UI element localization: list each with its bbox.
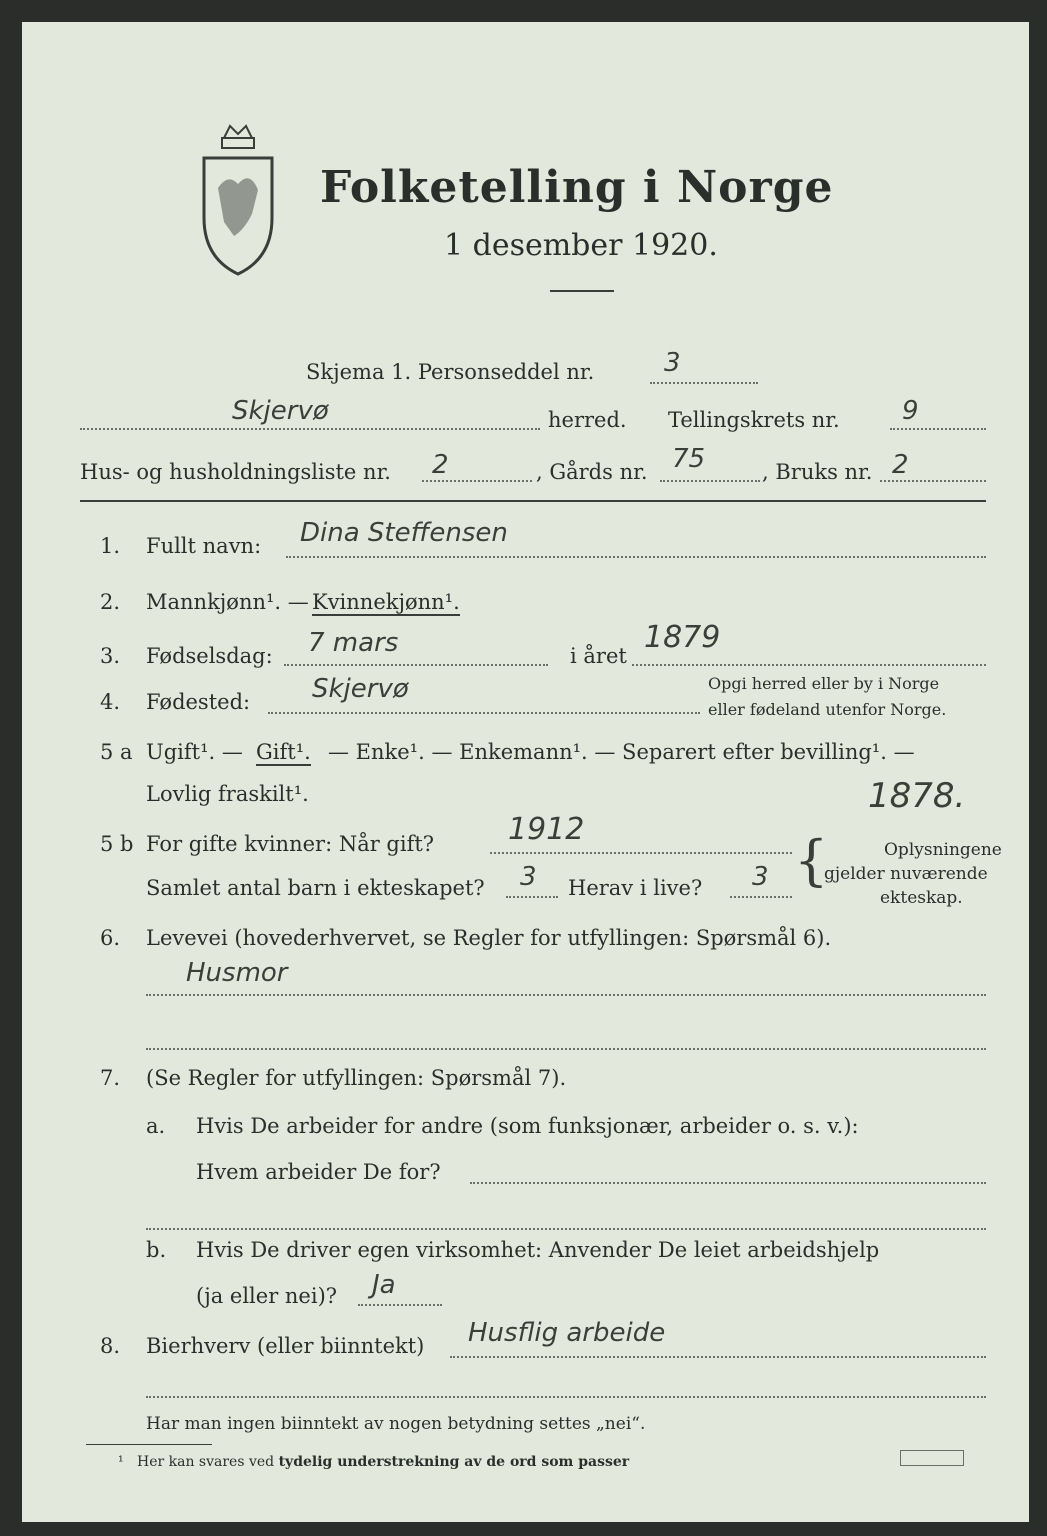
- coat-of-arms-icon: [194, 118, 282, 278]
- children-alive-value: 3: [752, 862, 769, 892]
- footnote-rule: [86, 1444, 212, 1445]
- q7a-letter: a.: [146, 1114, 166, 1138]
- q5b-note-3: ekteskap.: [880, 888, 963, 908]
- q5b-brace: {: [794, 829, 829, 892]
- printer-stamp: [900, 1450, 964, 1466]
- q7a-question: Hvem arbeider De for?: [196, 1160, 441, 1184]
- own-business-value: Ja: [372, 1270, 396, 1300]
- q3-number: 3.: [100, 644, 121, 668]
- margin-year-note: 1878.: [868, 776, 966, 816]
- q3-year-label: i året: [570, 644, 627, 668]
- q5b-note-1: Oplysningene: [884, 840, 1002, 860]
- q5a-gift: Gift¹.: [256, 740, 311, 764]
- tellingskrets-value: 9: [902, 396, 919, 426]
- form-title: Folketelling i Norge: [320, 162, 834, 213]
- header-rule: [80, 500, 986, 502]
- husholdningsliste-value: 2: [432, 450, 449, 480]
- q8-label: Bierhverv (eller biinntekt): [146, 1334, 425, 1358]
- married-year-value: 1912: [508, 812, 585, 847]
- birth-year-value: 1879: [644, 620, 721, 655]
- q5b-alive-label: Herav i live?: [568, 876, 703, 900]
- q7b-question: (ja eller nei)?: [196, 1284, 338, 1308]
- side-income-value: Husflig arbeide: [468, 1318, 666, 1348]
- q7b-text: Hvis De driver egen virksomhet: Anvender De leiet arbeidshjelp: [196, 1238, 880, 1262]
- title-divider: [550, 290, 614, 292]
- q7-label: (Se Regler for utfyllingen: Spørsmål 7).: [146, 1066, 567, 1090]
- personseddel-value: 3: [664, 348, 681, 378]
- q7b-letter: b.: [146, 1238, 167, 1262]
- q6-label: Levevei (hovederhvervet, se Regler for utfyllingen: Spørsmål 6).: [146, 926, 832, 950]
- q4-label: Fødested:: [146, 690, 251, 714]
- footnote: ¹ Her kan svares ved tydelig understrekning av de ord som passer: [118, 1454, 630, 1470]
- q5a-ugift: Ugift¹. —: [146, 740, 243, 764]
- q5b-label: For gifte kvinner: Når gift?: [146, 832, 435, 856]
- gards-label: , Gårds nr.: [536, 460, 648, 484]
- q6-number: 6.: [100, 926, 121, 950]
- husholdningsliste-label: Hus- og husholdningsliste nr.: [80, 460, 391, 484]
- q1-number: 1.: [100, 534, 121, 558]
- bruks-label: , Bruks nr.: [762, 460, 873, 484]
- form-date: 1 desember 1920.: [444, 228, 718, 263]
- census-form-sheet: [22, 22, 1029, 1522]
- q1-label: Fullt navn:: [146, 534, 262, 558]
- herred-value: Skjervø: [232, 396, 329, 426]
- birthplace-value: Skjervø: [312, 674, 409, 704]
- q5b-children-label: Samlet antal barn i ekteskapet?: [146, 876, 485, 900]
- q2-male: Mannkjønn¹. —: [146, 590, 309, 614]
- full-name-value: Dina Steffensen: [300, 518, 508, 548]
- bruks-value: 2: [892, 450, 909, 480]
- q5b-note-2: gjelder nuværende: [824, 864, 988, 884]
- q2-number: 2.: [100, 590, 121, 614]
- q4-note-1: Opgi herred eller by i Norge: [708, 674, 940, 693]
- children-total-value: 3: [520, 862, 537, 892]
- tellingskrets-label: Tellingskrets nr.: [668, 408, 840, 432]
- gards-value: 75: [672, 444, 706, 474]
- q4-note-2: eller fødeland utenfor Norge.: [708, 700, 947, 719]
- footer-note: Har man ingen biinntekt av nogen betydning settes „nei“.: [146, 1414, 646, 1434]
- q8-number: 8.: [100, 1334, 121, 1358]
- q2-female: Kvinnekjønn¹.: [312, 590, 460, 614]
- q7a-text: Hvis De arbeider for andre (som funksjonær, arbeider o. s. v.):: [196, 1114, 859, 1138]
- q5a-number: 5 a: [100, 740, 133, 764]
- q5a-lovlig: Lovlig fraskilt¹.: [146, 782, 309, 806]
- herred-label: herred.: [548, 408, 627, 432]
- q5b-number: 5 b: [100, 832, 134, 856]
- q4-number: 4.: [100, 690, 121, 714]
- q3-label: Fødselsdag:: [146, 644, 273, 668]
- occupation-value: Husmor: [186, 958, 288, 988]
- schema-label: Skjema 1. Personseddel nr.: [306, 360, 595, 384]
- q7-number: 7.: [100, 1066, 121, 1090]
- q5a-rest: — Enke¹. — Enkemann¹. — Separert efter bevilling¹. —: [328, 740, 915, 764]
- birth-date-value: 7 mars: [308, 628, 399, 658]
